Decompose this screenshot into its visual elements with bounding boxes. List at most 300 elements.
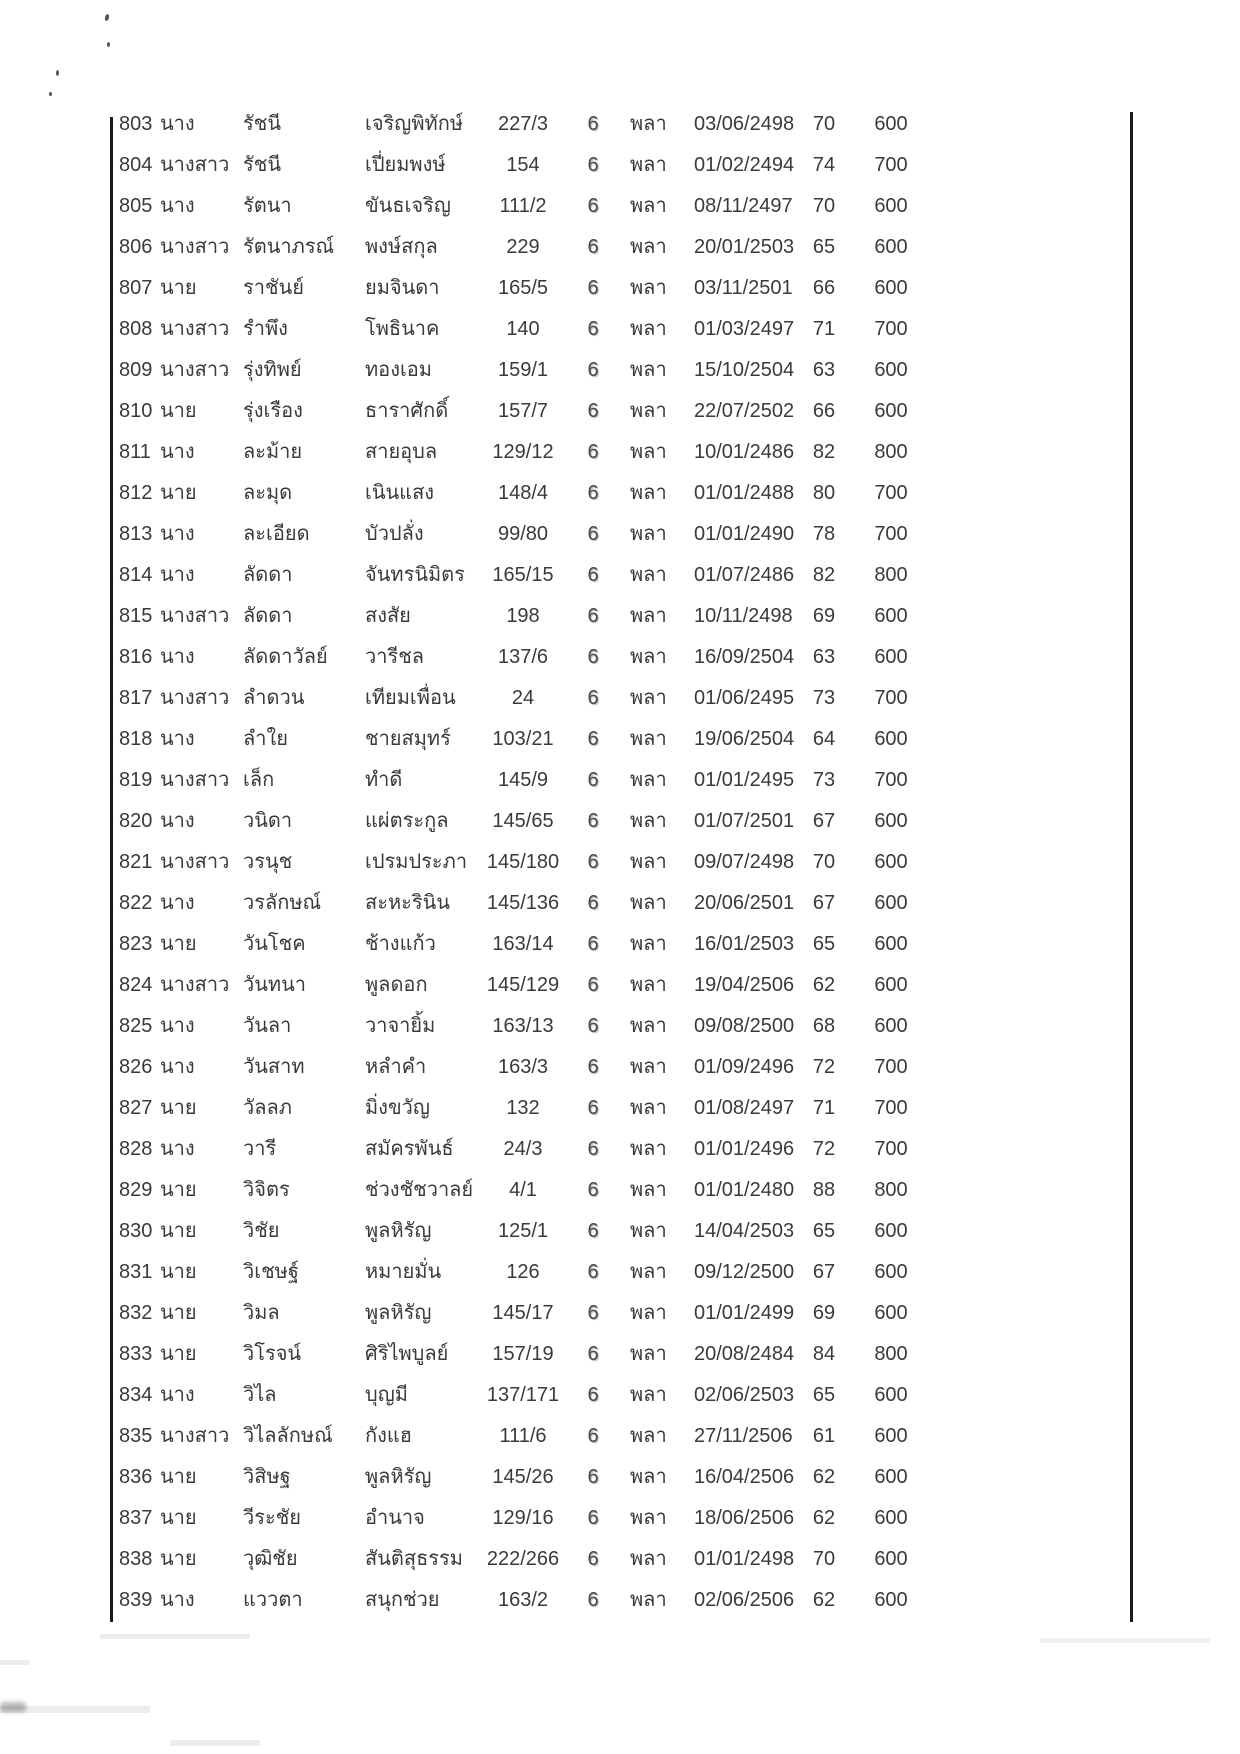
subdistrict-cell: พลา: [630, 1097, 667, 1119]
birth-date-cell: 10/01/2486: [694, 441, 795, 463]
table-row: [0, 145, 1240, 186]
first-name-cell: ลำดวน: [243, 687, 305, 709]
title-cell: นาง: [160, 523, 195, 545]
table-row: [0, 1129, 1240, 1170]
table-row: [0, 1088, 1240, 1129]
table-row: [0, 1498, 1240, 1539]
first-name-cell: วิไล: [243, 1384, 277, 1406]
first-name-cell: วิชัย: [243, 1220, 280, 1242]
amount-cell: 600: [874, 892, 908, 914]
moo-cell: 6: [587, 1302, 599, 1324]
last-name-cell: เทียมเพื่อน: [365, 687, 456, 709]
house-number-cell: 222/266: [486, 1548, 560, 1570]
age-cell: 78: [812, 523, 836, 545]
row-number-cell: 823: [119, 933, 153, 955]
house-number-cell: 163/13: [492, 1015, 554, 1037]
last-name-cell: บัวปลั่ง: [365, 523, 424, 545]
moo-cell: 6: [587, 1507, 599, 1529]
title-cell: นาย: [160, 933, 197, 955]
house-number-cell: 125/1: [497, 1220, 549, 1242]
moo-cell: 6: [587, 1138, 599, 1160]
amount-cell: 700: [874, 1138, 908, 1160]
moo-cell: 6: [587, 1220, 599, 1242]
birth-date-cell: 09/12/2500: [694, 1261, 795, 1283]
first-name-cell: รัชนี: [243, 154, 281, 176]
birth-date-cell: 03/06/2498: [694, 113, 795, 135]
title-cell: นาย: [160, 1261, 197, 1283]
row-number-cell: 813: [119, 523, 153, 545]
birth-date-cell: 01/01/2498: [694, 1548, 795, 1570]
moo-cell: 6: [587, 1343, 599, 1365]
table-row: [0, 924, 1240, 965]
moo-cell: 6: [587, 1097, 599, 1119]
amount-cell: 700: [874, 769, 908, 791]
subdistrict-cell: พลา: [630, 113, 667, 135]
amount-cell: 600: [874, 1589, 908, 1611]
house-number-cell: 163/3: [497, 1056, 549, 1078]
birth-date-cell: 10/11/2498: [694, 605, 793, 627]
house-number-cell: 154: [506, 154, 540, 176]
age-cell: 82: [812, 564, 836, 586]
age-cell: 67: [812, 810, 836, 832]
house-number-cell: 129/12: [492, 441, 554, 463]
age-cell: 63: [812, 646, 836, 668]
house-number-cell: 163/2: [497, 1589, 549, 1611]
moo-cell: 6: [587, 195, 599, 217]
house-number-cell: 140: [506, 318, 540, 340]
row-number-cell: 831: [119, 1261, 153, 1283]
title-cell: นาย: [160, 1302, 197, 1324]
table-row: [0, 350, 1240, 391]
amount-cell: 600: [874, 728, 908, 750]
moo-cell: 6: [587, 113, 599, 135]
subdistrict-cell: พลา: [630, 359, 667, 381]
row-number-cell: 839: [119, 1589, 153, 1611]
amount-cell: 800: [874, 1343, 908, 1365]
table-body: [0, 104, 1240, 1621]
first-name-cell: รุ่งทิพย์: [243, 359, 302, 381]
subdistrict-cell: พลา: [630, 646, 667, 668]
last-name-cell: พงษ์สกุล: [365, 236, 438, 258]
amount-cell: 600: [874, 277, 908, 299]
row-number-cell: 820: [119, 810, 153, 832]
table-row: [0, 555, 1240, 596]
subdistrict-cell: พลา: [630, 400, 667, 422]
age-cell: 65: [812, 236, 836, 258]
house-number-cell: 24/3: [503, 1138, 543, 1160]
moo-cell: 6: [587, 974, 599, 996]
first-name-cell: เล็ก: [243, 769, 275, 791]
subdistrict-cell: พลา: [630, 933, 667, 955]
last-name-cell: จันทรนิมิตร: [365, 564, 465, 586]
table-row: [0, 473, 1240, 514]
house-number-cell: 145/136: [486, 892, 560, 914]
birth-date-cell: 01/01/2495: [694, 769, 795, 791]
amount-cell: 800: [874, 441, 908, 463]
title-cell: นางสาว: [160, 974, 230, 996]
table-row: [0, 1457, 1240, 1498]
house-number-cell: 111/2: [499, 195, 547, 217]
amount-cell: 600: [874, 1548, 908, 1570]
house-number-cell: 103/21: [492, 728, 554, 750]
moo-cell: 6: [587, 236, 599, 258]
row-number-cell: 826: [119, 1056, 153, 1078]
title-cell: นาง: [160, 1384, 195, 1406]
age-cell: 74: [812, 154, 836, 176]
age-cell: 65: [812, 1384, 836, 1406]
moo-cell: 6: [587, 1589, 599, 1611]
row-number-cell: 832: [119, 1302, 153, 1324]
row-number-cell: 810: [119, 400, 153, 422]
row-number-cell: 815: [119, 605, 153, 627]
subdistrict-cell: พลา: [630, 1220, 667, 1242]
subdistrict-cell: พลา: [630, 810, 667, 832]
title-cell: นาย: [160, 400, 197, 422]
first-name-cell: วารี: [243, 1138, 277, 1160]
house-number-cell: 4/1: [509, 1179, 537, 1201]
table-row: [0, 883, 1240, 924]
last-name-cell: สะหะรินิน: [365, 892, 450, 914]
last-name-cell: วารีชล: [365, 646, 425, 668]
amount-cell: 600: [874, 1220, 908, 1242]
subdistrict-cell: พลา: [630, 318, 667, 340]
last-name-cell: อำนาจ: [365, 1507, 425, 1529]
row-number-cell: 812: [119, 482, 153, 504]
first-name-cell: แววตา: [243, 1589, 303, 1611]
last-name-cell: สนุกช่วย: [365, 1589, 440, 1611]
birth-date-cell: 22/07/2502: [694, 400, 795, 422]
house-number-cell: 129/16: [492, 1507, 554, 1529]
row-number-cell: 806: [119, 236, 153, 258]
subdistrict-cell: พลา: [630, 1343, 667, 1365]
birth-date-cell: 15/10/2504: [694, 359, 795, 381]
amount-cell: 600: [874, 1261, 908, 1283]
moo-cell: 6: [587, 1425, 599, 1447]
title-cell: นาง: [160, 1138, 195, 1160]
last-name-cell: เจริญพิทักษ์: [365, 113, 463, 135]
birth-date-cell: 01/03/2497: [694, 318, 795, 340]
amount-cell: 700: [874, 1056, 908, 1078]
subdistrict-cell: พลา: [630, 1179, 667, 1201]
birth-date-cell: 14/04/2503: [694, 1220, 795, 1242]
title-cell: นางสาว: [160, 1425, 230, 1447]
age-cell: 63: [812, 359, 836, 381]
birth-date-cell: 20/06/2501: [694, 892, 795, 914]
subdistrict-cell: พลา: [630, 687, 667, 709]
scan-speck: [104, 14, 110, 22]
row-number-cell: 819: [119, 769, 153, 791]
house-number-cell: 163/14: [492, 933, 554, 955]
title-cell: นางสาว: [160, 687, 230, 709]
last-name-cell: พูลดอก: [365, 974, 428, 996]
table-row: [0, 1375, 1240, 1416]
subdistrict-cell: พลา: [630, 277, 667, 299]
moo-cell: 6: [587, 1015, 599, 1037]
table-row: [0, 965, 1240, 1006]
age-cell: 73: [812, 687, 836, 709]
moo-cell: 6: [587, 810, 599, 832]
birth-date-cell: 01/08/2497: [694, 1097, 795, 1119]
row-number-cell: 818: [119, 728, 153, 750]
title-cell: นาย: [160, 1220, 197, 1242]
birth-date-cell: 08/11/2497: [694, 195, 793, 217]
first-name-cell: วีระชัย: [243, 1507, 302, 1529]
table-row: [0, 186, 1240, 227]
subdistrict-cell: พลา: [630, 769, 667, 791]
last-name-cell: เนินแสง: [365, 482, 435, 504]
birth-date-cell: 19/04/2506: [694, 974, 795, 996]
house-number-cell: 157/19: [492, 1343, 554, 1365]
birth-date-cell: 09/08/2500: [694, 1015, 795, 1037]
moo-cell: 6: [587, 933, 599, 955]
birth-date-cell: 02/06/2503: [694, 1384, 795, 1406]
title-cell: นางสาว: [160, 236, 230, 258]
title-cell: นาย: [160, 1466, 197, 1488]
house-number-cell: 99/80: [497, 523, 549, 545]
subdistrict-cell: พลา: [630, 605, 667, 627]
moo-cell: 6: [587, 400, 599, 422]
first-name-cell: วุฒิชัย: [243, 1548, 298, 1570]
subdistrict-cell: พลา: [630, 1138, 667, 1160]
house-number-cell: 198: [506, 605, 540, 627]
subdistrict-cell: พลา: [630, 1302, 667, 1324]
row-number-cell: 816: [119, 646, 153, 668]
row-number-cell: 825: [119, 1015, 153, 1037]
last-name-cell: สมัครพันธ์: [365, 1138, 454, 1160]
birth-date-cell: 16/09/2504: [694, 646, 795, 668]
table-row: [0, 268, 1240, 309]
amount-cell: 600: [874, 400, 908, 422]
house-number-cell: 145/26: [492, 1466, 554, 1488]
house-number-cell: 145/180: [486, 851, 560, 873]
birth-date-cell: 01/01/2499: [694, 1302, 795, 1324]
table-row: [0, 678, 1240, 719]
subdistrict-cell: พลา: [630, 1015, 667, 1037]
age-cell: 70: [812, 195, 836, 217]
age-cell: 67: [812, 1261, 836, 1283]
row-number-cell: 805: [119, 195, 153, 217]
age-cell: 62: [812, 1466, 836, 1488]
row-number-cell: 827: [119, 1097, 153, 1119]
subdistrict-cell: พลา: [630, 851, 667, 873]
last-name-cell: วาจายิ้ม: [365, 1015, 436, 1037]
row-number-cell: 833: [119, 1343, 153, 1365]
amount-cell: 600: [874, 359, 908, 381]
amount-cell: 600: [874, 1302, 908, 1324]
row-number-cell: 835: [119, 1425, 153, 1447]
birth-date-cell: 01/01/2490: [694, 523, 795, 545]
subdistrict-cell: พลา: [630, 1056, 667, 1078]
birth-date-cell: 27/11/2506: [694, 1425, 793, 1447]
title-cell: นาง: [160, 1056, 195, 1078]
table-row: [0, 637, 1240, 678]
house-number-cell: 227/3: [497, 113, 549, 135]
title-cell: นาง: [160, 113, 195, 135]
first-name-cell: วันลา: [243, 1015, 292, 1037]
row-number-cell: 803: [119, 113, 153, 135]
table-row: [0, 1211, 1240, 1252]
moo-cell: 6: [587, 441, 599, 463]
birth-date-cell: 18/06/2506: [694, 1507, 795, 1529]
birth-date-cell: 01/01/2488: [694, 482, 795, 504]
first-name-cell: รำพึง: [243, 318, 288, 340]
last-name-cell: เปรมประภา: [365, 851, 468, 873]
table-row: [0, 719, 1240, 760]
title-cell: นางสาว: [160, 154, 230, 176]
age-cell: 70: [812, 1548, 836, 1570]
subdistrict-cell: พลา: [630, 892, 667, 914]
table-row: [0, 1006, 1240, 1047]
scan-speck: [49, 92, 52, 96]
last-name-cell: ชายสมุทร์: [365, 728, 451, 750]
table-row: [0, 1416, 1240, 1457]
last-name-cell: โพธินาค: [365, 318, 440, 340]
age-cell: 61: [812, 1425, 836, 1447]
birth-date-cell: 02/06/2506: [694, 1589, 795, 1611]
age-cell: 71: [812, 1097, 836, 1119]
subdistrict-cell: พลา: [630, 482, 667, 504]
age-cell: 70: [812, 851, 836, 873]
last-name-cell: ทองเอม: [365, 359, 432, 381]
last-name-cell: พูลหิรัญ: [365, 1220, 432, 1242]
last-name-cell: มิ่งขวัญ: [365, 1097, 430, 1119]
moo-cell: 6: [587, 769, 599, 791]
row-number-cell: 824: [119, 974, 153, 996]
first-name-cell: ลัดดา: [243, 564, 293, 586]
amount-cell: 600: [874, 113, 908, 135]
title-cell: นางสาว: [160, 605, 230, 627]
table-row: [0, 227, 1240, 268]
title-cell: นาง: [160, 646, 195, 668]
scan-speck: [107, 42, 110, 47]
subdistrict-cell: พลา: [630, 1589, 667, 1611]
title-cell: นาง: [160, 195, 195, 217]
row-number-cell: 834: [119, 1384, 153, 1406]
first-name-cell: วิเชษฐ์: [243, 1261, 299, 1283]
table-row: [0, 596, 1240, 637]
amount-cell: 600: [874, 646, 908, 668]
title-cell: นาง: [160, 441, 195, 463]
first-name-cell: วนิดา: [243, 810, 293, 832]
subdistrict-cell: พลา: [630, 974, 667, 996]
table-row: [0, 1293, 1240, 1334]
first-name-cell: วิไลลักษณ์: [243, 1425, 333, 1447]
age-cell: 62: [812, 1507, 836, 1529]
amount-cell: 600: [874, 236, 908, 258]
last-name-cell: ขันธเจริญ: [365, 195, 451, 217]
first-name-cell: วิจิตร: [243, 1179, 290, 1201]
amount-cell: 800: [874, 564, 908, 586]
scan-smudge: [0, 1702, 26, 1712]
row-number-cell: 837: [119, 1507, 153, 1529]
first-name-cell: รัชนี: [243, 113, 281, 135]
title-cell: นางสาว: [160, 318, 230, 340]
age-cell: 84: [812, 1343, 836, 1365]
age-cell: 64: [812, 728, 836, 750]
row-number-cell: 809: [119, 359, 153, 381]
first-name-cell: วิสิษฐ: [243, 1466, 291, 1488]
first-name-cell: ละเอียด: [243, 523, 310, 545]
subdistrict-cell: พลา: [630, 1425, 667, 1447]
amount-cell: 700: [874, 154, 908, 176]
row-number-cell: 829: [119, 1179, 153, 1201]
age-cell: 62: [812, 974, 836, 996]
birth-date-cell: 01/09/2496: [694, 1056, 795, 1078]
house-number-cell: 145/65: [492, 810, 554, 832]
scan-streak: [170, 1740, 260, 1746]
scan-speck: [56, 70, 59, 76]
first-name-cell: ลำใย: [243, 728, 288, 750]
house-number-cell: 145/9: [497, 769, 549, 791]
moo-cell: 6: [587, 1261, 599, 1283]
moo-cell: 6: [587, 1056, 599, 1078]
subdistrict-cell: พลา: [630, 154, 667, 176]
title-cell: นาย: [160, 277, 197, 299]
last-name-cell: สันติสุธรรม: [365, 1548, 463, 1570]
house-number-cell: 159/1: [497, 359, 549, 381]
moo-cell: 6: [587, 728, 599, 750]
amount-cell: 700: [874, 1097, 908, 1119]
title-cell: นางสาว: [160, 359, 230, 381]
last-name-cell: ทำดี: [365, 769, 403, 791]
amount-cell: 700: [874, 523, 908, 545]
moo-cell: 6: [587, 482, 599, 504]
amount-cell: 700: [874, 687, 908, 709]
title-cell: นางสาว: [160, 851, 230, 873]
table-row: [0, 1047, 1240, 1088]
table-row: [0, 1170, 1240, 1211]
age-cell: 68: [812, 1015, 836, 1037]
title-cell: นาย: [160, 1179, 197, 1201]
first-name-cell: วันสาท: [243, 1056, 305, 1078]
subdistrict-cell: พลา: [630, 1466, 667, 1488]
house-number-cell: 148/4: [497, 482, 549, 504]
moo-cell: 6: [587, 277, 599, 299]
last-name-cell: หลำคำ: [365, 1056, 427, 1078]
first-name-cell: ละมุด: [243, 482, 293, 504]
amount-cell: 600: [874, 851, 908, 873]
age-cell: 72: [812, 1056, 836, 1078]
birth-date-cell: 16/01/2503: [694, 933, 795, 955]
last-name-cell: ช่วงชัชวาลย์: [365, 1179, 474, 1201]
last-name-cell: ช้างแก้ว: [365, 933, 436, 955]
table-row: [0, 391, 1240, 432]
age-cell: 88: [812, 1179, 836, 1201]
amount-cell: 700: [874, 318, 908, 340]
row-number-cell: 808: [119, 318, 153, 340]
moo-cell: 6: [587, 318, 599, 340]
first-name-cell: วัลลภ: [243, 1097, 292, 1119]
last-name-cell: สายอุบล: [365, 441, 438, 463]
title-cell: นาง: [160, 1015, 195, 1037]
moo-cell: 6: [587, 605, 599, 627]
subdistrict-cell: พลา: [630, 564, 667, 586]
table-row: [0, 1580, 1240, 1621]
house-number-cell: 126: [506, 1261, 540, 1283]
amount-cell: 600: [874, 1425, 908, 1447]
table-row: [0, 842, 1240, 883]
table-row: [0, 309, 1240, 350]
birth-date-cell: 01/06/2495: [694, 687, 795, 709]
birth-date-cell: 20/01/2503: [694, 236, 795, 258]
title-cell: นางสาว: [160, 769, 230, 791]
moo-cell: 6: [587, 154, 599, 176]
row-number-cell: 804: [119, 154, 153, 176]
moo-cell: 6: [587, 1548, 599, 1570]
first-name-cell: วันทนา: [243, 974, 306, 996]
amount-cell: 600: [874, 974, 908, 996]
age-cell: 72: [812, 1138, 836, 1160]
